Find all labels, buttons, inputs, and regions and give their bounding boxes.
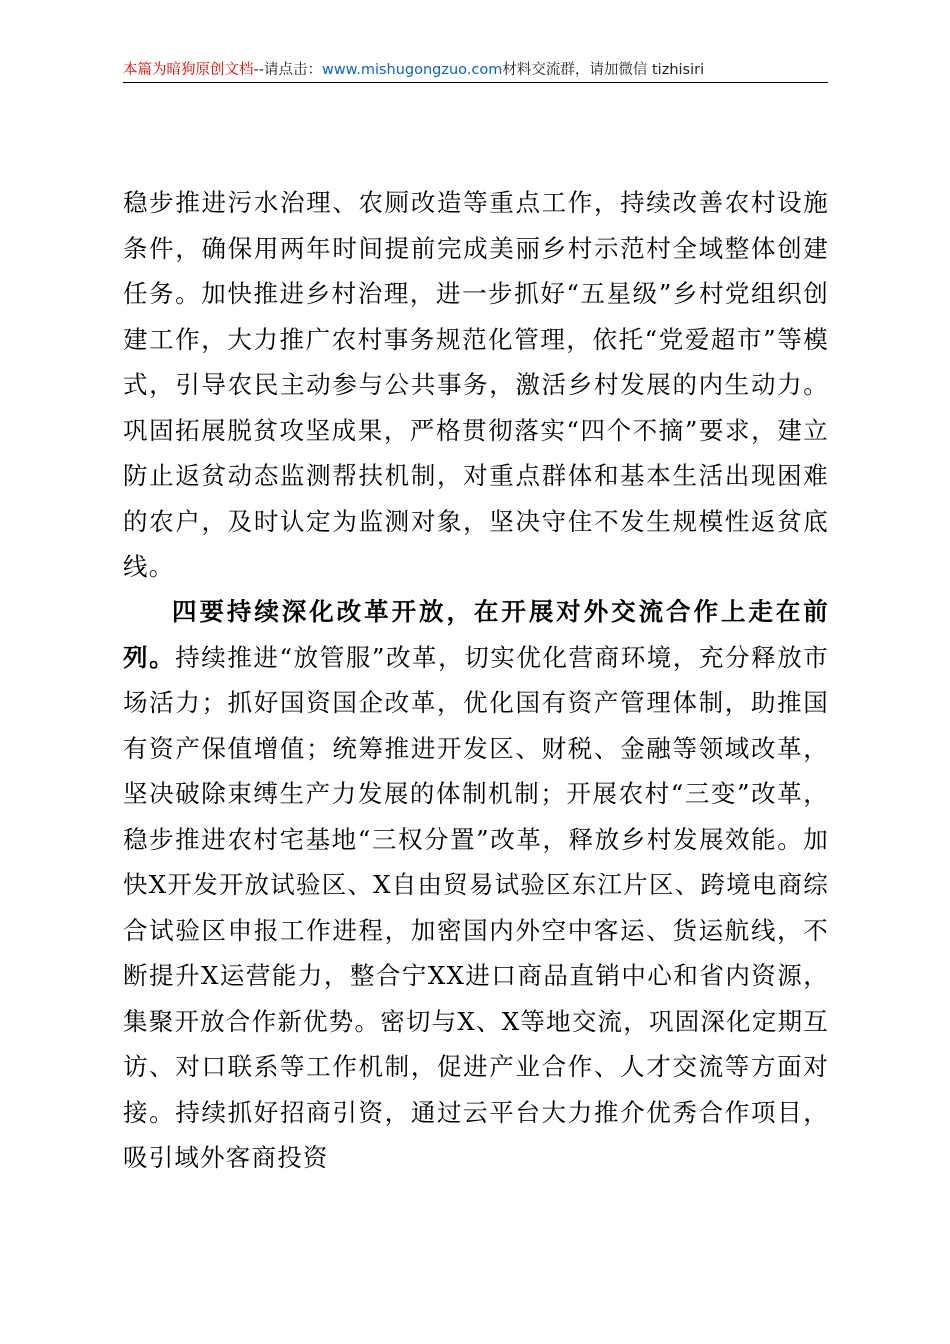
header-note: 材料交流群，请加微信 tizhisiri [502,62,705,78]
header-divider [123,82,828,83]
header-title: 本篇为暗狗原创文档 [123,62,254,78]
header-link[interactable]: www.mishugongzuo.com [321,62,503,78]
page-header [123,60,828,82]
body-paragraph-2 [123,589,829,1181]
header-prompt: --请点击： [253,62,322,78]
paragraph-2-text: 持续推进“放管服”改革，切实优化营商环境，充分释放市场活力；抓好国资国企改革，优化国有资产管理体制，助推国有资产保值增值；统筹推进开发区、财税、金融等领域改革，坚决破除束缚生产力发展的体制机制；开展农村“三变”改革，稳步推进农村宅基地“三权分置”改革，释放乡村发展效能。加快X开发开放试验区、X自由贸易试验区东江片区、跨境电商综合试验区申报工作进程，加密国内外空中客运、货运航线，不断提升X运营能力，整合宁XX进口商品直销中心和省内资源，集聚开放合作新优势。密切与X、X等地交流，巩固深化定期互访、对口联系等工作机制，促进产业合作、人才交流等方面对接。持续抓好招商引资，通过云平台大力推介优秀合作项目，吸引域外客商投资 [123,642,829,1172]
paragraph-2-heading: 四要持续深化改革开放，在开展对外交流合作上走在前列。 [123,597,829,672]
body-paragraph-1: 稳步推进污水治理、农厕改造等重点工作，持续改善农村设施条件，确保用两年时间提前完成美丽乡村示范村全域整体创建任务。加快推进乡村治理，进一步抓好“五星级”乡村党组织创建工作，大力推广农村事务规范化管理，依托“党爱超市”等模式，引导农民主动参与公共事务，激活乡村发展的内生动力。巩固拓展脱贫攻坚成果，严格贯彻落实“四个不摘”要求，建立防止返贫动态监测帮扶机制，对重点群体和基本生活出现困难的农户，及时认定为监测对象，坚决守住不发生规模性返贫底线。 [123,188,829,581]
